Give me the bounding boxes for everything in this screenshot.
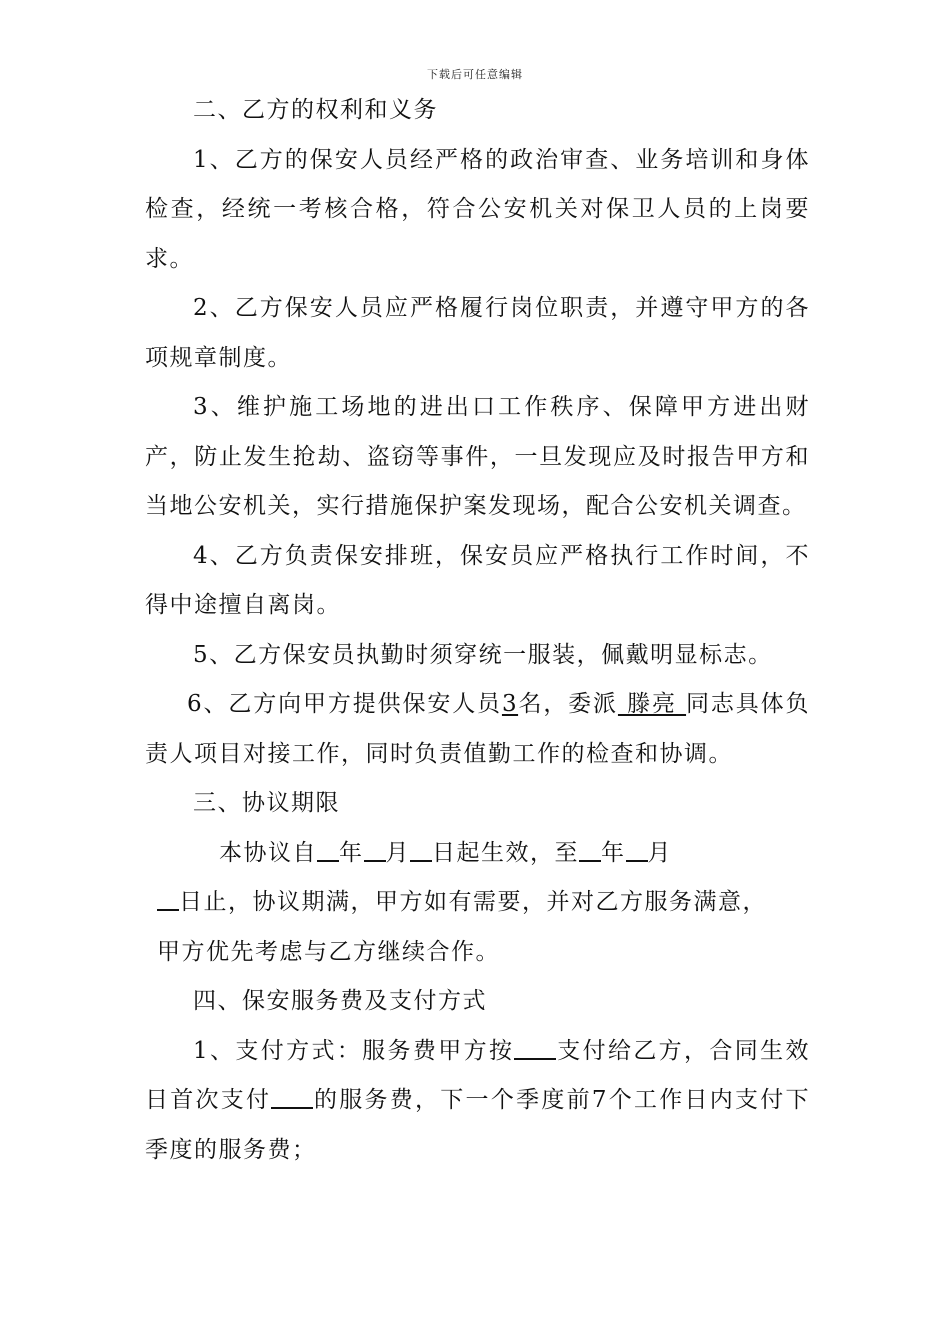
section-2-item-2: 2、乙方保安人员应严格履行岗位职责，并遵守甲方的各项规章制度。	[145, 295, 810, 371]
payment-text-b: 支付给乙方，合同生效日首次支付	[145, 1037, 810, 1113]
payment-text-c: 的服务费，下一个季度前7个工作日内支付下季度的服务费；	[145, 1087, 811, 1163]
term-text-5: 年	[601, 839, 626, 866]
start-day-blank	[410, 838, 432, 862]
section-3-term-line	[145, 829, 810, 879]
section-2-item-1: 1、乙方的保安人员经严格的政治审查、业务培训和身体检查，经统一考核合格，符合公安机关对保卫人员的上岗要求。	[145, 146, 810, 272]
start-month-blank	[364, 838, 386, 862]
section-3-title: 三、协议期限	[193, 790, 340, 816]
guard-count: 3	[501, 691, 519, 717]
document-body	[145, 86, 810, 1175]
item-6-text-a: 6、乙方向甲方提供保安人员	[187, 691, 502, 717]
section-2-item-3: 3、维护施工场地的进出口工作秩序、保障甲方进出财产，防止发生抢劫、盗窃等事件，一旦发现应及时报告甲方和当地公安机关，实行措施保护案发现场，配合公安机关调查。	[145, 394, 810, 519]
payment-text-a: 1、支付方式：服务费甲方按	[193, 1037, 515, 1064]
end-month-blank	[626, 838, 648, 862]
first-payment-blank	[271, 1085, 313, 1109]
section-4-title: 四、保安服务费及支付方式	[193, 988, 487, 1014]
item-6-text-b: 名，委派	[518, 691, 618, 717]
section-2-item-6	[145, 680, 810, 779]
item-6-text-c: 同志具体负责人项目对接工作，同时负责值勤工作的检查和协调。	[145, 691, 811, 767]
section-2-item-4: 4、乙方负责保安排班，保安员应严格执行工作时间，不得中途擅自离岗。	[145, 542, 810, 618]
section-3-term-line-3: 甲方优先考虑与乙方继续合作。	[157, 938, 500, 965]
section-4-item-1	[145, 1027, 810, 1176]
section-2-item-5: 5、乙方保安员执勤时须穿统一服装，佩戴明显标志。	[193, 641, 773, 668]
section-3-term-line-2	[145, 878, 810, 928]
term-text-1: 本协议自	[219, 839, 317, 866]
term-text-7: 日止，协议期满，甲方如有需要，并对乙方服务满意，	[179, 889, 767, 915]
section-2-title: 二、乙方的权利和义务	[193, 97, 438, 123]
end-day-blank	[157, 887, 179, 911]
end-year-blank	[579, 838, 601, 862]
term-text-3: 月	[385, 839, 410, 866]
start-year-blank	[317, 838, 339, 862]
responsible-person: 滕亮	[617, 691, 687, 717]
term-text-6: 月	[647, 839, 672, 866]
term-text-2: 年	[339, 839, 364, 866]
header-note: 下载后可任意编辑	[427, 68, 523, 81]
payment-period-blank	[514, 1036, 556, 1060]
term-text-4: 日起生效，至	[432, 839, 579, 866]
